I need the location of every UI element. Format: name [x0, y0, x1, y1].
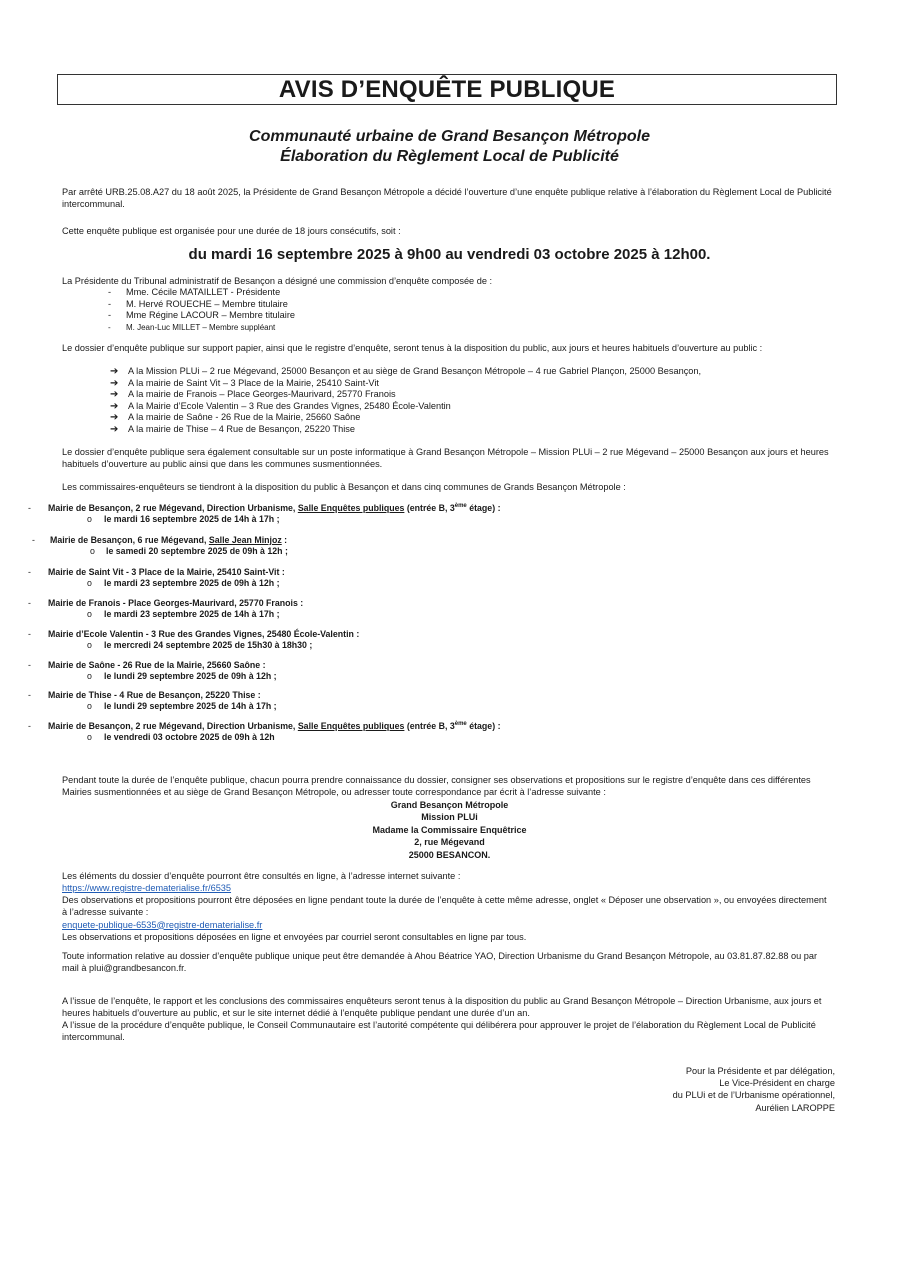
permanence-item: - Mairie de Saône - 26 Rue de la Mairie, 25660 Saône : o le lundi 29 septembre 2025 de 09h à 12h ; [28, 660, 277, 681]
arrow-right-icon: ➔ [110, 389, 119, 401]
list-item: ➔ A la mairie de Saint Vit – 3 Place de la Mairie, 25410 Saint-Vit [110, 377, 379, 389]
arrow-right-icon: ➔ [110, 366, 119, 377]
list-item: ➔ A la Mairie d’Ecole Valentin – 3 Rue des Grandes Vignes, 25480 École-Valentin [110, 400, 451, 412]
online-section [62, 870, 834, 943]
permanence-item: - Mairie d’Ecole Valentin - 3 Rue des Grandes Vignes, 25480 École-Valentin : o le mercredi 24 septembre 2025 de 15h30 à 18h30 ; [28, 629, 360, 650]
subtitle-line-1: Communauté urbaine de Grand Besançon Métropole [249, 128, 650, 145]
list-item: - M. Hervé ROUECHE – Membre titulaire [108, 298, 288, 309]
permanence-item: - Mairie de Franois - Place Georges-Maurivard, 25770 Franois : o le mardi 23 septembre 2025 de 14h à 17h ; [28, 598, 304, 619]
registry-link[interactable]: https://www.registre-dematerialise.fr/6535 [62, 883, 232, 894]
intro-paragraph: Par arrêté URB.25.08.A27 du 18 août 2025, la Présidente de Grand Besançon Métropole a décidé l’ouverture d’une enquête publique relative à l’élaboration du Règlement Local de Publicité intercommunal. [62, 187, 832, 210]
signature-block: Pour la Présidente et par délégation, Le Vice-Président en charge du PLUi et de l’Urbanisme opérationnel, Aurélien LAROPPE [672, 1066, 835, 1113]
dates-line: du mardi 16 septembre 2025 à 9h00 au vendredi 03 octobre 2025 à 12h00. [188, 246, 711, 263]
list-item: - Mme Régine LACOUR – Membre titulaire [108, 310, 296, 321]
commissioners-paragraph: Les commissaires-enquêteurs se tiendront à la disposition du public à Besançon et dans cinq communes de Grands Besançon Métropole : [62, 482, 626, 492]
commission-intro: La Présidente du Tribunal administratif de Besançon a désigné une commission d’enquête composée de : [62, 276, 493, 286]
computer-paragraph: Le dossier d’enquête publique sera également consultable sur un poste informatique à Grand Besançon Métropole – Mission PLUi – 2 rue Mégevand – 25000 Besançon aux jours et heures habituels d’ouverture au public ainsi que dans les communes susmentionnées. [62, 447, 829, 470]
online-public: Les observations et propositions déposées en ligne et envoyées par courriel seront consultables en ligne par tous. [62, 931, 527, 942]
arrow-right-icon: ➔ [110, 400, 119, 412]
arrow-right-icon: ➔ [110, 377, 119, 389]
locations-list [62, 366, 834, 436]
arrow-right-icon: ➔ [110, 423, 119, 435]
observations-paragraph: Pendant toute la durée de l’enquête publique, chacun pourra prendre connaissance du dossier, consigner ses observations et propositions sur le registre d’enquête dans ces différentes Mairies susmentionnées et au siège de Grand Besançon Métropole, ou adresser toute correspondance par écrit à l’adresse suivante : [62, 775, 811, 798]
permanence-item: - Mairie de Besançon, 2 rue Mégevand, Direction Urbanisme, Salle Enquêtes publiques (entrée B, 3ème étage) : o le vendredi 03 octobre 2025 de 09h à 12h [28, 721, 501, 742]
permanence-item: - Mairie de Thise - 4 Rue de Besançon, 25220 Thise : o le lundi 29 septembre 2025 de 14h à 17h ; [28, 690, 277, 711]
dossier-paper-paragraph: Le dossier d’enquête publique sur support papier, ainsi que le registre d’enquête, seront tenus à la disposition du public, aux jours et heures habituels d’ouverture au public : [62, 343, 763, 353]
list-item: ➔ A la mairie de Franois – Place Georges-Maurivard, 25770 Franois [110, 389, 396, 401]
list-item: - Mme. Cécile MATAILLET - Présidente [108, 287, 281, 297]
permanence-item: - Mairie de Saint Vit - 3 Place de la Mairie, 25410 Saint-Vit : o le mardi 23 septembre 2025 de 09h à 12h ; [28, 567, 285, 588]
final-paragraph: A l’issue de la procédure d’enquête publique, le Conseil Communautaire est l’autorité compétente qui délibérera pour approuver le projet de l’élaboration du Règlement Local de Publicité intercommunal. [62, 1020, 816, 1043]
permanence-item: - Mairie de Besançon, 2 rue Mégevand, Direction Urbanisme, Salle Enquêtes publiques (entrée B, 3ème étage) : o le mardi 16 septembre 2025 de 14h à 17h ; [28, 503, 501, 524]
title-box [57, 74, 837, 105]
subtitle-line-2: Élaboration du Règlement Local de Publicité [280, 148, 619, 165]
report-paragraph: A l’issue de l’enquête, le rapport et les conclusions des commissaires enquêteurs seront tenus à la disposition du public au Grand Besançon Métropole – Direction Urbanisme, aux jours et heures habituels d’ouverture au public, et sur le site internet dédié à l’enquête publique pendant une durée d’un an. [62, 996, 822, 1019]
info-paragraph: Toute information relative au dossier d’enquête publique unique peut être demandée à Ahou Béatrice YAO, Direction Urbanisme du Grand Besançon Métropole, au 03.81.87.82.88 ou par mail à plui@grandbesancon.fr. [62, 951, 818, 974]
commission-list [62, 287, 834, 333]
list-item: ➔ A la mairie de Thise – 4 Rue de Besançon, 25220 Thise [110, 423, 355, 435]
online-observations: Des observations et propositions pourront être déposées en ligne pendant toute la durée de l’enquête à cette même adresse, onglet « Déposer une observation », ou envoyées directement à l’adresse suivante : [62, 895, 827, 918]
list-item: ➔ A la mairie de Saône - 26 Rue de la Mairie, 25660 Saône [110, 412, 361, 424]
page-title: AVIS D’ENQUÊTE PUBLIQUE [278, 75, 616, 103]
list-item: - M. Jean-Luc MILLET – Membre suppléant [108, 322, 276, 332]
duration-paragraph: Cette enquête publique est organisée pour une durée de 18 jours consécutifs, soit : [62, 226, 401, 236]
permanence-item: - Mairie de Besançon, 6 rue Mégevand, Salle Jean Minjoz : o le samedi 20 septembre 2025 de 09h à 12h ; [32, 535, 288, 556]
online-intro: Les éléments du dossier d’enquête pourront être consultés en ligne, à l’adresse internet suivante : [62, 871, 461, 881]
arrow-right-icon: ➔ [110, 412, 119, 424]
postal-address: Grand Besançon Métropole Mission PLUi Madame la Commissaire Enquêtrice 2, rue Mégevand 25000 BESANCON. [372, 800, 527, 860]
email-link[interactable]: enquete-publique-6535@registre-dematerialise.fr [62, 919, 263, 930]
list-item: ➔ A la Mission PLUi – 2 rue Mégevand, 25000 Besançon et au siège de Grand Besançon Métropole – 4 rue Gabriel Plançon, 25000 Besançon, [110, 366, 702, 377]
